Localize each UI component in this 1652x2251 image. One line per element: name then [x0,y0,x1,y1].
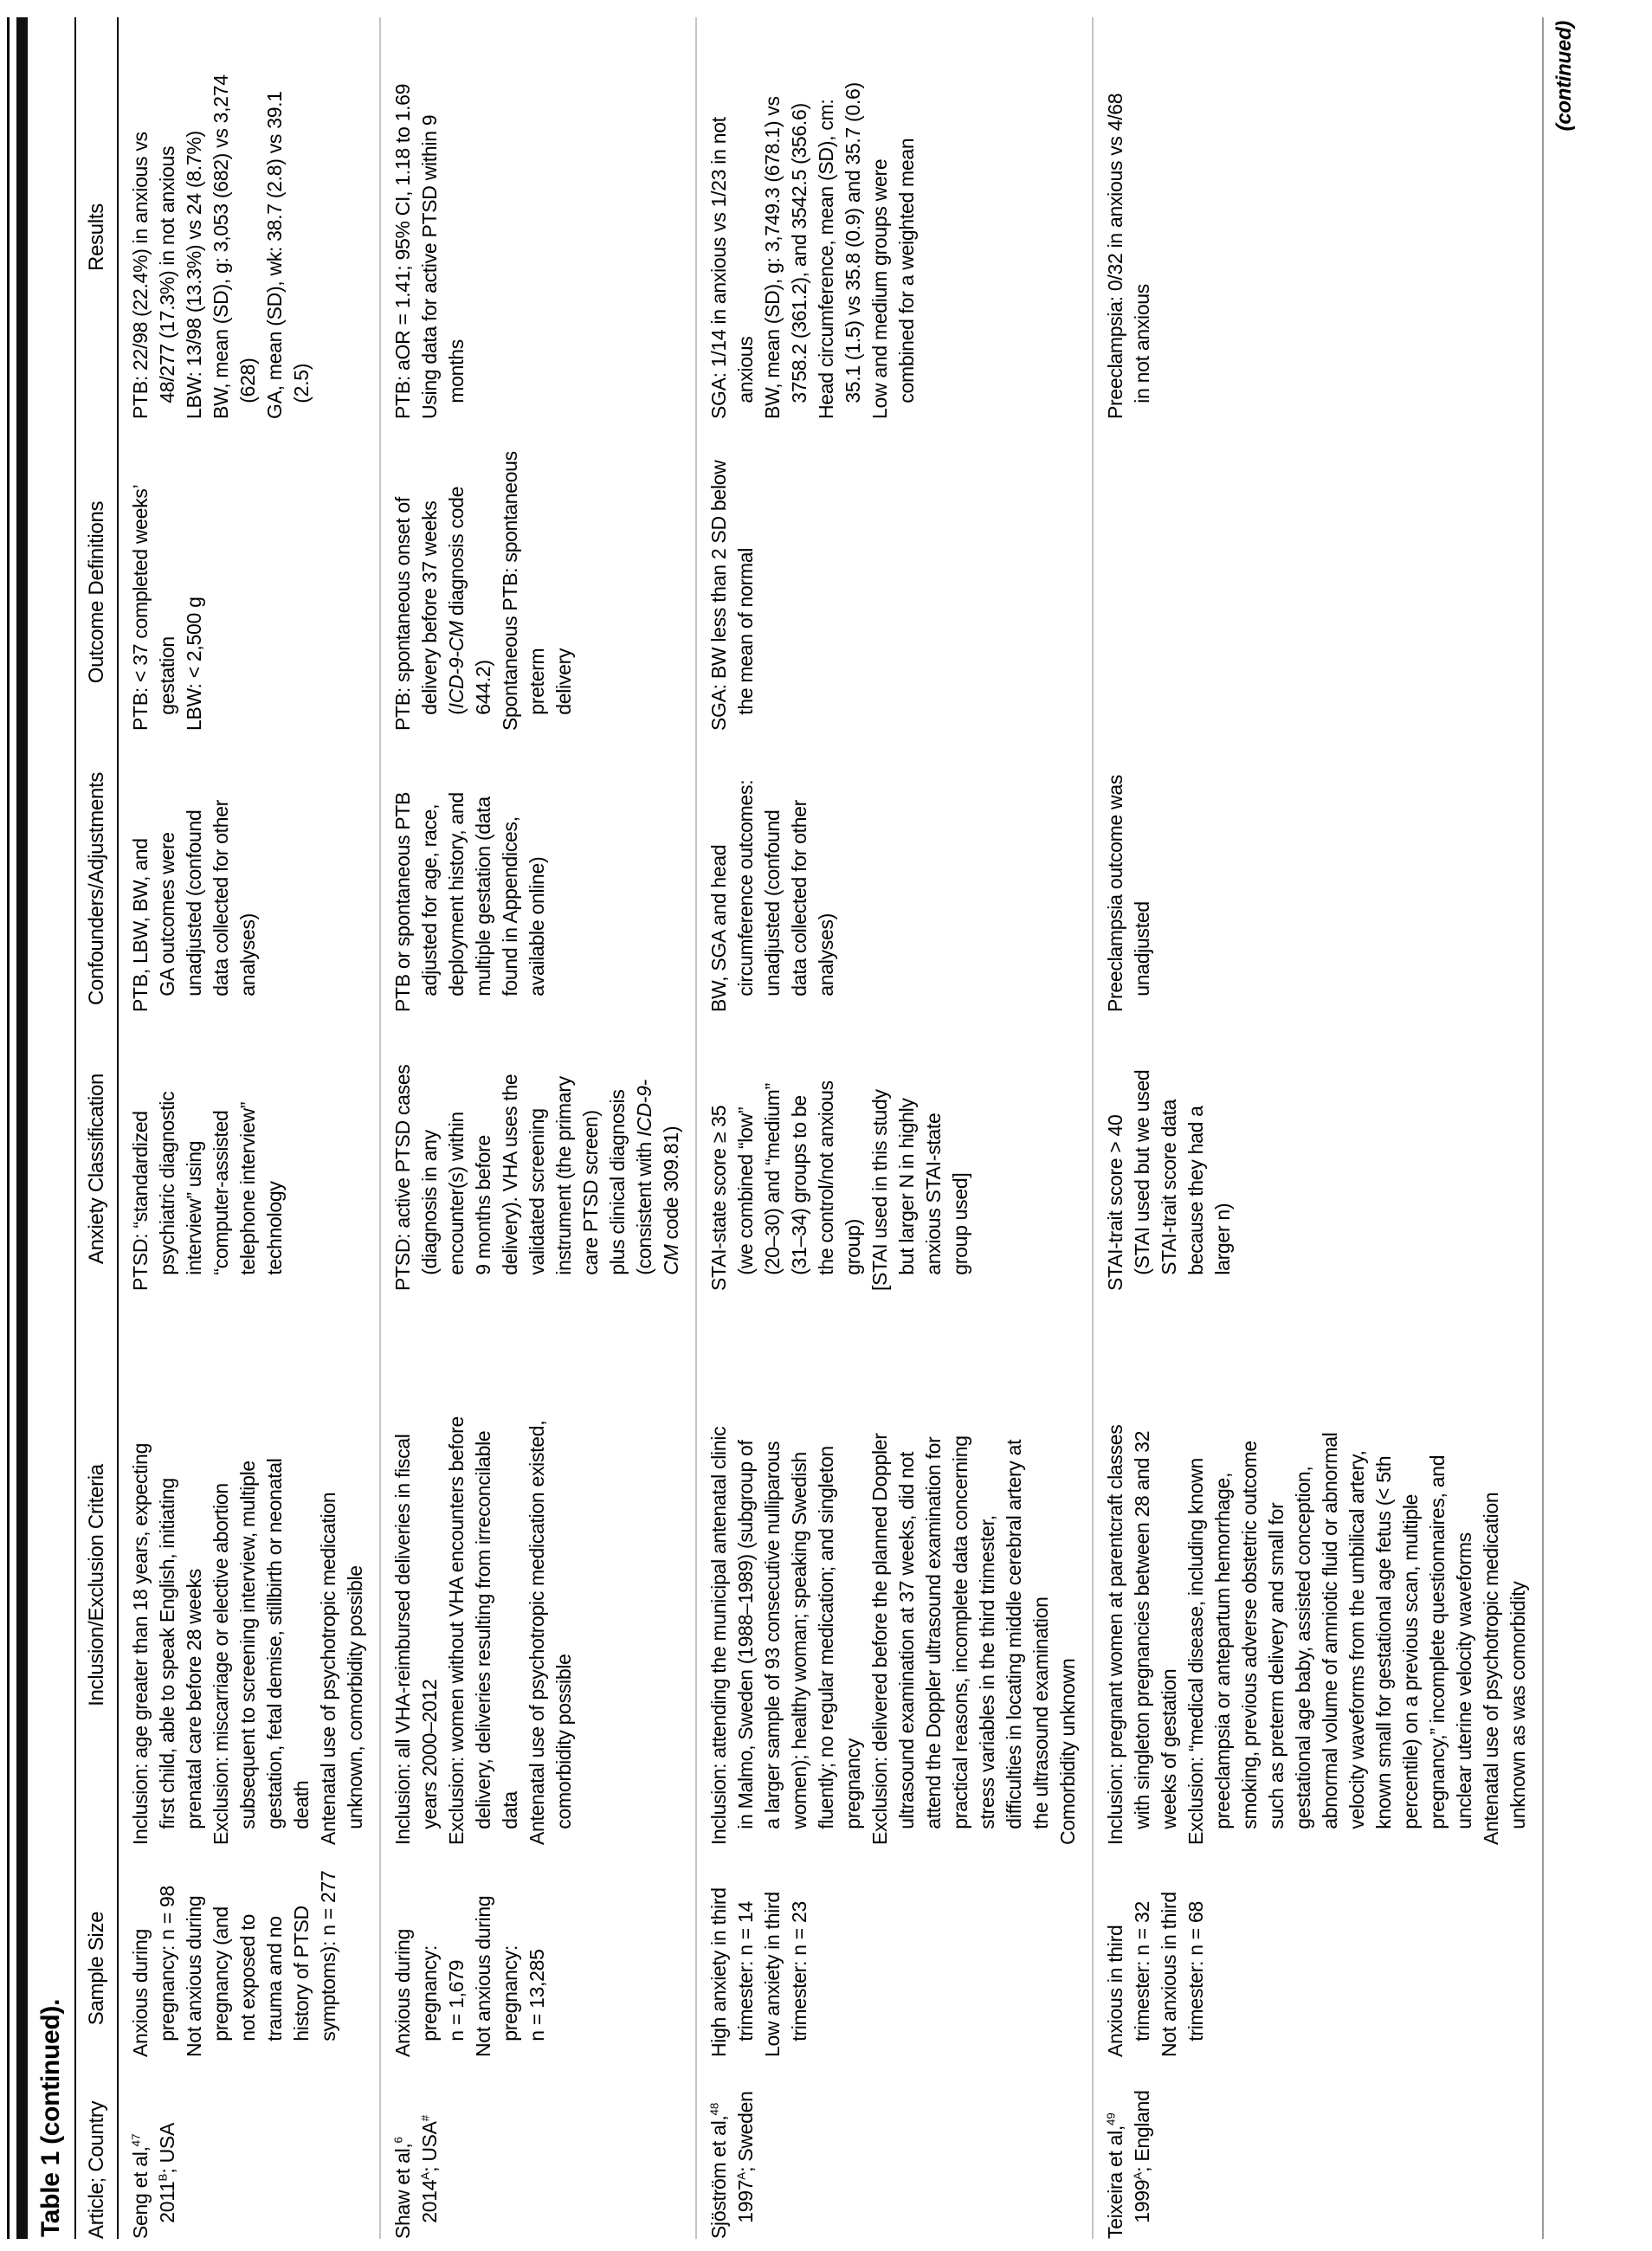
cell-article: Seng et al,$^{47}$ $2011^B$; USA [129,2123,178,2239]
cell-outcome: PTB: spontaneous onset of delivery before 37 weeks (ICD-9-CM diagnosis code 644.2) Spontaneous PTB: spontaneous preterm delivery [391,451,575,731]
header-sample-size: Sample Size [85,1911,108,2026]
cell-results: Preeclampsia: 0/32 in anxious vs 4/68 in not anxious [1104,93,1153,419]
cell-confounders: PTB or spontaneous PTB adjusted for age, race, deployment history, and multiple gestation (data found in Appendices, available online) [391,791,548,1012]
cell-inclusion: Inclusion: attending the municipal antenatal clinic in Malmo, Sweden (1988–1989) (subgroup of a larger sample of 93 consecutive nulliparous women); healthy woman; speaking Swedish fluently; no regular medication; and singleton pregnancy Exclusion: delivered before the planned Doppler ultrasound examination at 37 weeks, did not attend the Doppler ultrasound examination for practical reasons, incomplete data concerning stress variables in the third trimester, difficulties in locating middle cerebral artery at the ultrasound examination Comorbidity unknown [707,1426,1079,1845]
cell-confounders: PTB, LBW, BW, and GA outcomes were unadjusted (confound data collected for other analyses) [129,799,259,1012]
cell-inclusion: Inclusion: all VHA-reimbursed deliveries in fiscal years 2000–2012 Exclusion: women without VHA encounters before delivery, deliveries resulting from irreconcilable data Antenatal use of psychotropic medication existed, comorbidity possible [391,1416,575,1845]
table-header-row [76,17,117,2239]
cell-confounders: BW, SGA and head circumference outcomes: unadjusted (confound data collected for other analyses) [707,779,837,1012]
header-inclusion-exclusion: Inclusion/Exclusion Criteria [85,1464,108,1706]
table-bottom-rule [1542,17,1544,2239]
cell-results: PTB: aOR = 1.41; 95% CI, 1.18 to 1.69 Using data for active PTSD within 9 months [391,83,468,419]
header-anxiety-classification: Anxiety Classification [85,1073,108,1265]
table-row-sjostrom [697,17,1092,2239]
cell-anxiety: STAI-trait score > 40 (STAI used but we used STAI-trait score data because they had a larger n) [1104,1069,1234,1291]
cell-inclusion: Inclusion: age greater than 18 years, expecting first child, able to speak English, initiating prenatal care before 28 weeks Exclusion: miscarriage or elective abortion subsequent to screening interview, multiple gestation, fetal demise, stillbirth or neonatal death Antenatal use of psychotropic medication unknown, comorbidity possible [129,1442,366,1845]
cell-sample-size: High anxiety in third trimester: n = 14 Low anxiety in third trimester: n = 23 [707,1887,810,2057]
cell-article: Sjöström et al,$^{48}$ $1997^A$; Sweden [707,2091,757,2239]
header-results: Results [85,203,108,271]
table-row-teixeira [1094,17,1542,2239]
cell-confounders: Preeclampsia outcome was unadjusted [1104,774,1153,1012]
table-thick-top-rule [16,17,28,2239]
cell-anxiety: STAI-state score ≥ 35 (we combined “low” (20–30) and “medium” (31–34) groups to be the control/not anxious group) [STAI used in this study but larger N in highly anxious STAI-state group used] [707,1080,971,1291]
table-row-seng [119,17,379,2239]
cell-anxiety: PTSD: active PTSD cases (diagnosis in any encounter(s) within 9 months before delivery). VHA uses the validated screening instrument (the primary care PTSD screen) plus clinical diagnosis (consistent with ICD-9- CM code 309.81) [391,1064,682,1291]
cell-article: Shaw et al,$^6$ $2014^A$; USA# [391,2114,441,2239]
cell-outcome: SGA: BW less than 2 SD below the mean of normal [707,460,757,731]
header-outcome-definitions: Outcome Definitions [85,500,108,684]
continued-note: (continued) [1552,21,1576,132]
cell-results: PTB: 22/98 (22.4%) in anxious vs 48/277 (17.3%) in not anxious LBW: 13/98 (13.3%) vs 24 (8.7%) BW, mean (SD), g: 3,053 (682) vs 3,274 (628) GA, mean (SD), wk: 38.7 (2.8) vs 39.1 (2.5) [129,74,313,419]
cell-outcome: PTB: < 37 completed weeks’ gestation LBW: < 2,500 g [129,484,205,731]
header-article-country: Article; Country [85,2100,108,2239]
cell-sample-size: Anxious during pregnancy: n = 98 Not anxious during pregnancy (and not exposed to trauma and no history of PTSD symptoms): n = 277 [129,1870,339,2057]
cell-anxiety: PTSD: “standardized psychiatric diagnostic interview” using “computer-assisted telephone interview” technology [129,1091,286,1291]
cell-article: Teixeira et al,$^{49}$ $1999^A$; England [1104,2090,1153,2239]
cell-sample-size: Anxious during pregnancy: n = 1,679 Not anxious during pregnancy: n = 13,285 [391,1895,548,2057]
cell-inclusion: Inclusion: pregnant women at parentcraft classes with singleton pregnancies between 28 and 32 weeks of gestation Exclusion: “medical disease, including known preeclampsia or antepartum hemorrhage, smoking, previous adverse obstetric outcome such as preterm delivery and small for gestational age baby, assisted conception, abnormal volume of amniotic fluid or abnormal velocity waveforms from the umbilical artery, known small for gestational age fetus (< 5th percentile) on a previous scan, multiple pregnancy,” incomplete questionnaires, and unclear uterine velocity waveforms Antenatal use of psychotropic medication unknown as was comorbidity [1104,1424,1529,1845]
cell-sample-size: Anxious in third trimester: n = 32 Not anxious in third trimester: n = 68 [1104,1892,1207,2057]
table-row-shaw [381,17,695,2239]
table-title: Table 1 (continued). [36,1998,65,2237]
table-outer-top-rule [7,17,10,2239]
cell-results: SGA: 1/14 in anxious vs 1/23 in not anxious BW, mean (SD), g: 3,749.3 (678.1) vs 3758.2 (361.2), and 3542.5 (356.6) Head circumference, mean (SD), cm: 35.1 (1.5) vs 35.8 (0.9) and 35.7 (0.6) Low and medium groups were combined for a weighted mean [707,82,918,419]
header-confounders-adjustments: Confounders/Adjustments [85,771,108,1006]
